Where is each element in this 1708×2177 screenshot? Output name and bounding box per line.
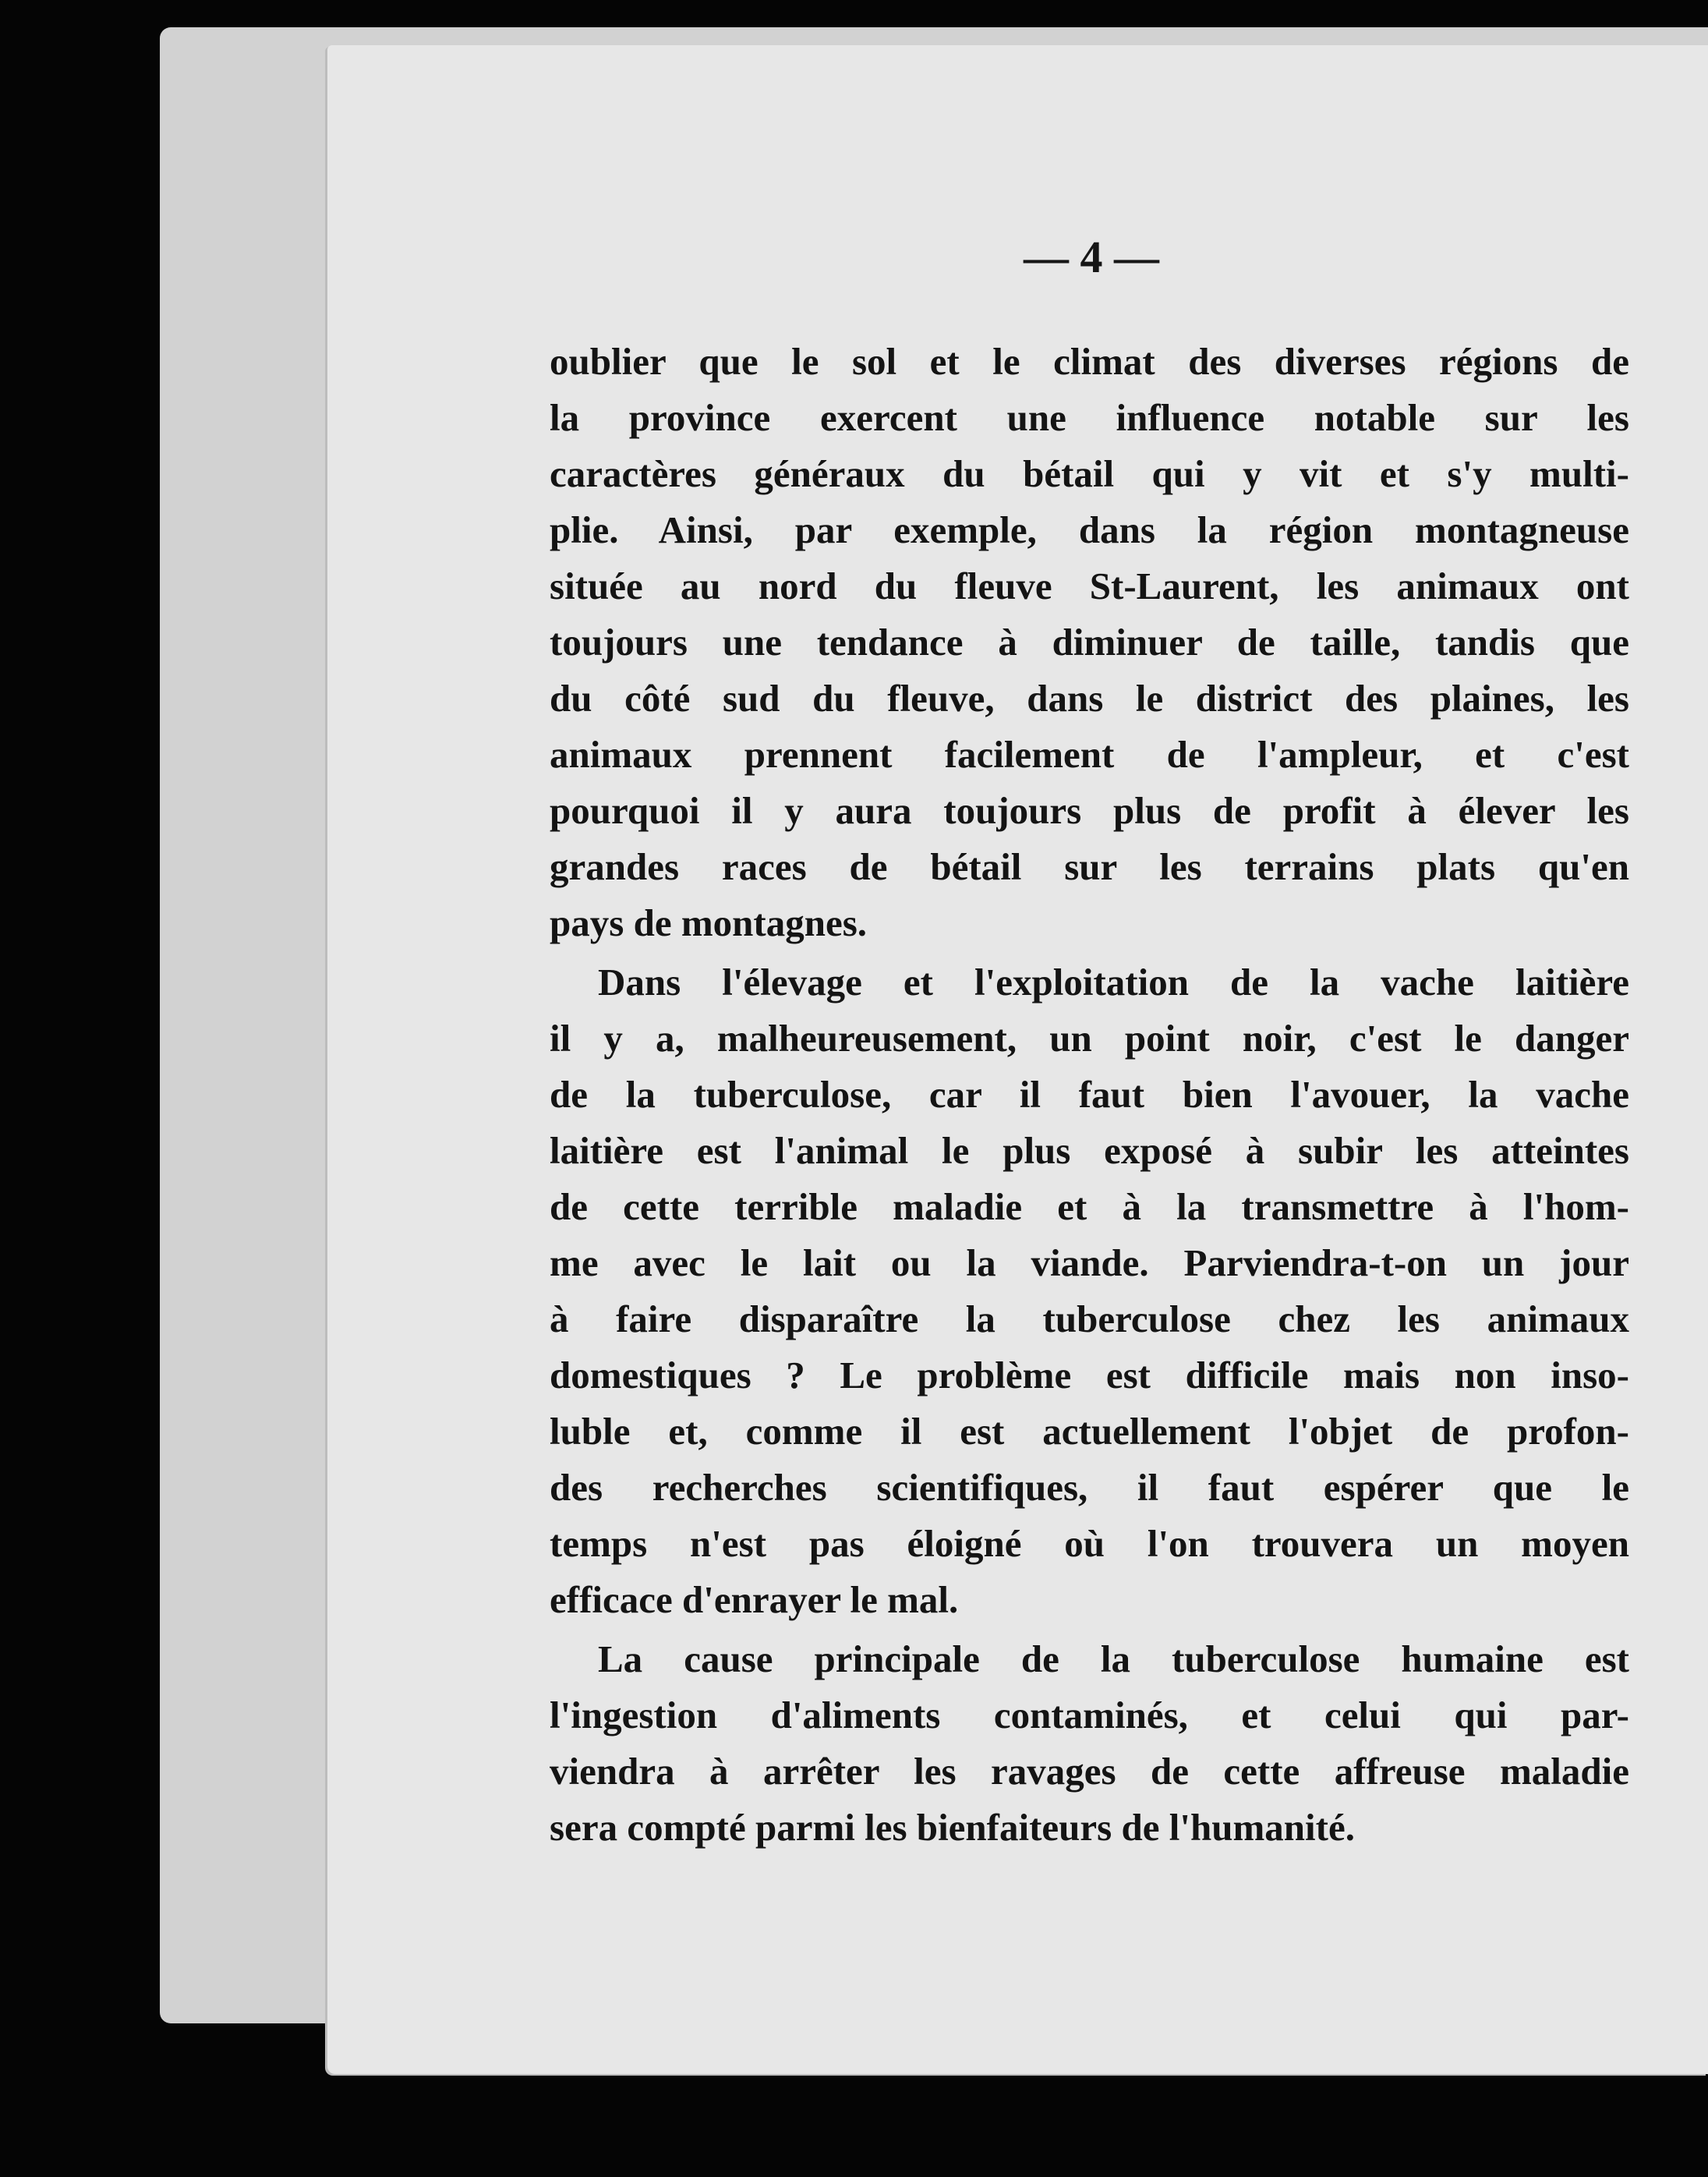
paragraph-1	[550, 334, 1629, 951]
text-line: pays de montagnes.	[550, 901, 868, 944]
text-line: La cause principale de la tuberculose humaine est	[598, 1637, 1629, 1680]
text-line: oublier que le sol et le climat des diverses régions de	[550, 340, 1629, 383]
text-line: située au nord du fleuve St-Laurent, les animaux ont	[550, 565, 1629, 607]
text-line: la province exercent une influence notable sur les	[550, 396, 1629, 439]
page-number: — 4 —	[1024, 232, 1159, 282]
text-line: luble et, comme il est actuellement l'objet de profon-	[550, 1410, 1629, 1453]
text-line: de la tuberculose, car il faut bien l'avouer, la vache	[550, 1073, 1629, 1116]
text-line: toujours une tendance à diminuer de taille, tandis que	[550, 621, 1629, 664]
text-line: caractères généraux du bétail qui y vit et s'y multi-	[550, 452, 1629, 495]
text-line: Dans l'élevage et l'exploitation de la vache laitière	[598, 961, 1629, 1004]
text-line: efficace d'enrayer le mal.	[550, 1578, 959, 1621]
text-line: sera compté parmi les bienfaiteurs de l'humanité.	[550, 1806, 1355, 1849]
text-line: à faire disparaître la tuberculose chez les animaux	[550, 1297, 1629, 1340]
text-line: viendra à arrêter les ravages de cette affreuse maladie	[550, 1750, 1629, 1793]
text-line: de cette terrible maladie et à la transmettre à l'hom-	[550, 1185, 1629, 1228]
text-line: il y a, malheureusement, un point noir, c'est le danger	[550, 1017, 1629, 1060]
paragraph-2	[550, 954, 1629, 1628]
text-line: domestiques ? Le problème est difficile mais non inso-	[550, 1354, 1629, 1396]
text-line: l'ingestion d'aliments contaminés, et celui qui par-	[550, 1694, 1629, 1736]
text-line: plie. Ainsi, par exemple, dans la région montagneuse	[550, 508, 1629, 551]
text-line: animaux prennent facilement de l'ampleur, et c'est	[550, 733, 1629, 776]
text-line: pourquoi il y aura toujours plus de profit à élever les	[550, 789, 1629, 832]
text-line: grandes races de bétail sur les terrains plats qu'en	[550, 845, 1629, 888]
paragraph-3	[550, 1631, 1629, 1856]
text-line: laitière est l'animal le plus exposé à subir les atteintes	[550, 1129, 1629, 1172]
text-line: me avec le lait ou la viande. Parviendra-t-on un jour	[550, 1241, 1629, 1284]
text-line: temps n'est pas éloigné où l'on trouvera un moyen	[550, 1522, 1629, 1565]
page-text	[550, 334, 1629, 1856]
text-line: des recherches scientifiques, il faut espérer que le	[550, 1466, 1629, 1509]
text-line: du côté sud du fleuve, dans le district des plaines, les	[550, 677, 1629, 720]
